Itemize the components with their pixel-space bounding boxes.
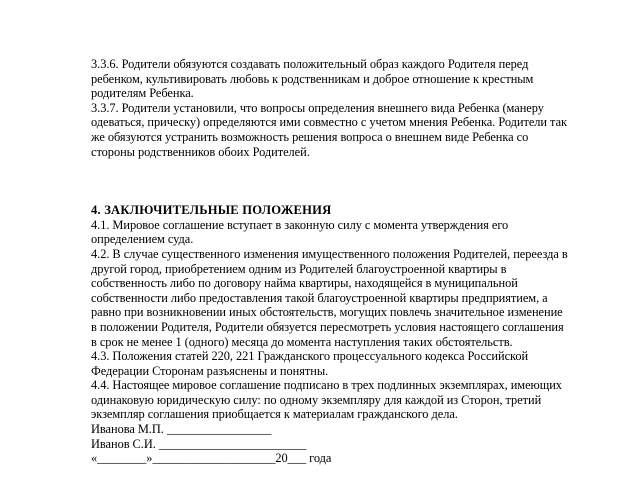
section-4-heading: 4. ЗАКЛЮЧИТЕЛЬНЫЕ ПОЛОЖЕНИЯ	[91, 203, 332, 218]
signature-line-ivanova: Иванова М.П. _________________	[91, 422, 272, 437]
document-body	[91, 57, 611, 466]
clause-4-1: 4.1. Мировое соглашение вступает в законную силу с момента утверждения его определением суда.	[91, 217, 509, 247]
section-spacer	[91, 159, 611, 203]
signature-line-ivanov: Иванов С.И. ________________________	[91, 436, 307, 451]
clause-3-3-7: 3.3.7. Родители установили, что вопросы определения внешнего вида Ребенка (манеру одеваться, прическу) определяются ими совместно с учетом мнения Ребенка. Родители так же обязуются устранить возможность решения вопроса о внешнем виде Ребенка со стороны родственников обоих Родителей.	[91, 100, 567, 159]
clause-4-3: 4.3. Положения статей 220, 221 Гражданского процессуального кодекса Российской Федерации Сторонам разъяснены и понятны.	[91, 349, 529, 378]
clause-4-2: 4.2. В случае существенного изменения имущественного положения Родителей, переезда в другой город, приобретением одним из Родителей благоустроенной квартиры в собственность либо по договору найма квартиры, находящейся в муниципальной собственности либо предоставления такой благоустроенной квартиры предприятием, а равно при возникновении иных обстоятельств, могущих повлечь значительное изменение в положении Родителя, Родители обязуется пересмотреть условия настоящего соглашения в срок не менее 1 (одного) месяца до момента наступления таких обстоятельств.	[91, 246, 568, 349]
date-line: «________»____________________20___ года	[91, 451, 332, 466]
clause-3-3-6: 3.3.6. Родители обязуются создавать положительный образ каждого Родителя перед ребенком, культивировать любовь к родственникам и доброе отношение к крестным родителям Ребенка.	[91, 57, 534, 101]
clause-4-4: 4.4. Настоящее мировое соглашение подписано в трех подлинных экземплярах, имеющих одинаковую юридическую силу: по одному экземпляру для каждой из Сторон, третий экземпляр соглашения приобщается к материалам гражданского дела.	[91, 378, 562, 422]
